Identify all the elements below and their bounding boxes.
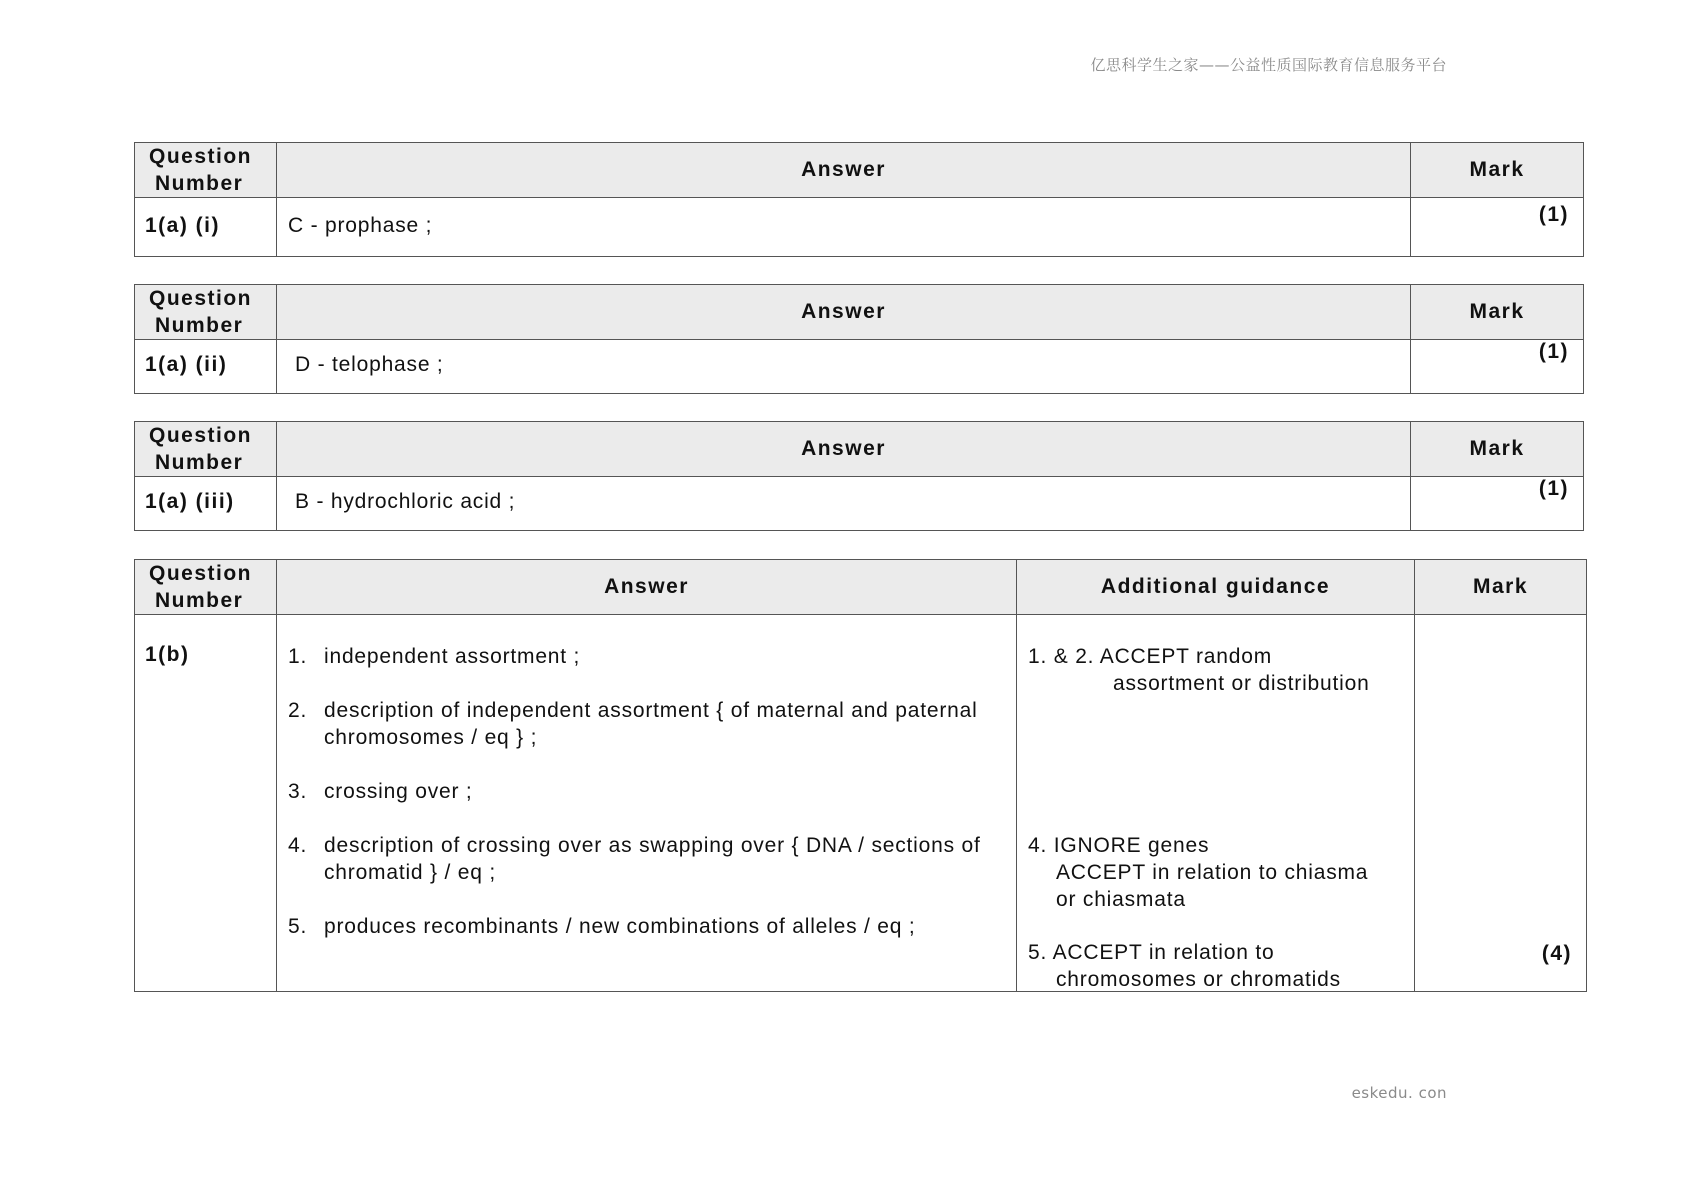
answer-heading: Answer: [277, 143, 1411, 198]
mark-table-1b: [134, 559, 1587, 992]
guidance-line: or chiasmata: [1056, 888, 1186, 911]
mark-cell: (1): [1411, 477, 1584, 531]
mark-cell: [1415, 615, 1587, 992]
answer-points-cell: [277, 615, 1017, 992]
point-number: 3.: [288, 780, 308, 803]
answer-heading: Answer: [277, 560, 1017, 615]
question-number-cell: 1(b): [135, 615, 277, 992]
point-text: description of crossing over as swapping over { DNA / sections of chromatid } / eq ;: [324, 834, 981, 884]
answer-points-list: [288, 643, 1016, 940]
guidance-line: ACCEPT in relation to chiasma: [1056, 861, 1369, 884]
question-number-cell: 1(a) (iii): [135, 477, 277, 531]
answer-heading: Answer: [277, 422, 1411, 477]
answer-cell: C - prophase ;: [277, 198, 1411, 257]
answer-heading: Answer: [277, 285, 1411, 340]
additional-guidance-heading: Additional guidance: [1017, 560, 1415, 615]
footer-domain: eskedu. con: [1351, 1084, 1447, 1102]
question-number-heading: [135, 285, 277, 340]
question-heading-line2: Number: [155, 451, 244, 474]
answer-point: [288, 697, 1016, 751]
question-heading-line1: Question: [149, 145, 253, 168]
guidance-point-5: [1028, 939, 1341, 993]
guidance-line: chromosomes or chromatids: [1056, 968, 1341, 991]
point-text: produces recombinants / new combinations of alleles / eq ;: [324, 915, 916, 938]
mark-cell: (1): [1411, 198, 1584, 257]
mark-table-1a-ii: [134, 284, 1584, 394]
mark-value: (4): [1541, 942, 1572, 965]
mark-cell: (1): [1411, 340, 1584, 394]
guidance-line: 5. ACCEPT in relation to: [1028, 941, 1275, 964]
mark-table-1a-iii: [134, 421, 1584, 531]
point-number: 1.: [288, 645, 308, 668]
mark-table-1a-i: [134, 142, 1584, 257]
question-number-cell: 1(a) (i): [135, 198, 277, 257]
question-heading-line2: Number: [155, 172, 244, 195]
point-number: 5.: [288, 915, 308, 938]
question-heading-line1: Question: [149, 287, 253, 310]
point-text: independent assortment ;: [324, 645, 581, 668]
guidance-point-1-2: [1028, 643, 1370, 697]
answer-point: [288, 643, 1016, 670]
mark-heading: Mark: [1411, 285, 1584, 340]
question-number-heading: [135, 143, 277, 198]
guidance-cell: [1017, 615, 1415, 992]
guidance-line: 1. & 2. ACCEPT random: [1028, 645, 1273, 668]
mark-heading: Mark: [1415, 560, 1587, 615]
guidance-point-4: [1028, 832, 1368, 913]
question-heading-line2: Number: [155, 589, 244, 612]
answer-point: [288, 778, 1016, 805]
question-number-cell: 1(a) (ii): [135, 340, 277, 394]
header-site-name: 亿思科学生之家——公益性质国际教育信息服务平台: [1090, 56, 1447, 74]
answer-cell: D - telophase ;: [277, 340, 1411, 394]
mark-heading: Mark: [1411, 422, 1584, 477]
question-heading-line1: Question: [149, 424, 253, 447]
point-text: crossing over ;: [324, 780, 473, 803]
guidance-line: assortment or distribution: [1113, 672, 1370, 695]
mark-heading: Mark: [1411, 143, 1584, 198]
answer-point: [288, 832, 1016, 886]
question-heading-line1: Question: [149, 562, 253, 585]
question-number-heading: [135, 422, 277, 477]
point-number: 4.: [288, 834, 308, 857]
answer-cell: B - hydrochloric acid ;: [277, 477, 1411, 531]
guidance-line: 4. IGNORE genes: [1028, 834, 1210, 857]
question-heading-line2: Number: [155, 314, 244, 337]
question-number-heading: [135, 560, 277, 615]
point-number: 2.: [288, 699, 308, 722]
answer-point: [288, 913, 1016, 940]
point-text: description of independent assortment { of maternal and paternal chromosomes / eq } ;: [324, 699, 978, 749]
